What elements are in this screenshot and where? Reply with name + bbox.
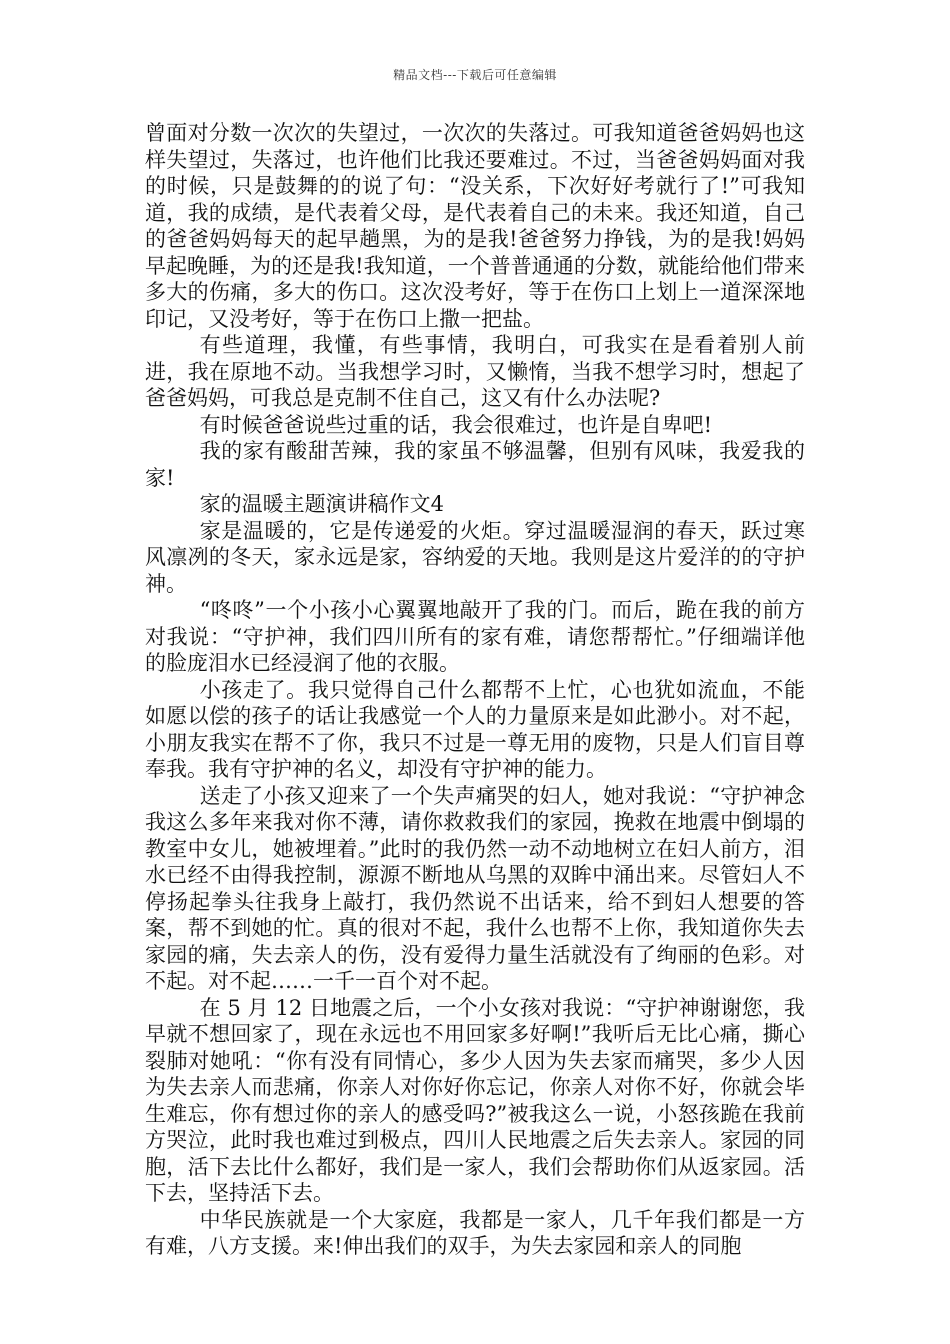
paragraph: 在 5 月 12 日地震之后，一个小女孩对我说：“守护神谢谢您，我早就不想回家了，现在永远也不用回家多好啊!”我听后无比心痛，撕心裂肺对她吼：“你有没有同情心，多少人因为失去家而痛哭，多少人因为失去亲人而悲痛，你亲人对你好你忘记，你亲人对你不好，你就会毕生难忘，你有想过你的亲人的感受吗?”被我这么一说，小怒孩跪在我前方哭泣，此时我也难过到极点，四川人民地震之后失去亲人。家园的同胞，活下去比什么都好，我们是一家人，我们会帮助你们从返家园。活下去，坚持活下去。 bbox=[145, 995, 805, 1205]
paragraph: 家是温暖的，它是传递爱的火炬。穿过温暖湿润的春天，跃过寒风凛冽的冬天，家永远是家，容纳爱的天地。我则是这片爱洋的的守护神。 bbox=[145, 518, 805, 596]
paragraph: 中华民族就是一个大家庭，我都是一家人，几千年我们都是一方有难，八方支援。来!伸出我们的双手，为失去家园和亲人的同胞 bbox=[145, 1207, 805, 1258]
document-body bbox=[145, 120, 805, 1260]
paragraph: 有些道理，我懂，有些事情，我明白，可我实在是看着别人前进，我在原地不动。当我想学习时，又懒惰，当我不想学习时，想起了爸爸妈妈，可我总是克制不住自己，这又有什么办法呢? bbox=[145, 333, 805, 410]
paragraph: 我的家有酸甜苦辣，我的家虽不够温馨，但别有风味，我爱我的家! bbox=[145, 439, 805, 490]
paragraph: 曾面对分数一次次的失望过，一次次的失落过。可我知道爸爸妈妈也这样失望过，失落过，也许他们比我还要难过。不过，当爸爸妈妈面对我的时候，只是鼓舞的的说了句：“没关系，下次好好考就行了!”可我知道，我的成绩，是代表着父母，是代表着自己的未来。我还知道，自己的爸爸妈妈每天的起早趟黑，为的是我!爸爸努力挣钱，为的是我!妈妈早起晚睡，为的还是我!我知道，一个普普通通的分数，就能给他们带来多大的伤痛，多大的伤口。这次没考好，等于在伤口上划上一道深深地印记，又没考好，等于在伤口上撒一把盐。 bbox=[145, 121, 805, 331]
paragraph: 有时候爸爸说些过重的话，我会很难过，也许是自卑吧! bbox=[199, 412, 713, 437]
paragraph: 送走了小孩又迎来了一个失声痛哭的妇人，她对我说：“守护神念我这么多年来我对你不薄，请你救救我们的家园，挽救在地震中倒塌的教室中女儿，她被埋着。”此时的我仍然一动不动地树立在妇人前方，泪水已经不由得我控制，源源不断地从乌黑的双眸中涌出来。尽管妇人不停扬起拳头往我身上敲打，我仍然说不出话来，给不到妇人想要的答案，帮不到她的忙。真的很对不起，我什么也帮不上你，我知道你失去家园的痛，失去亲人的伤，没有爱得力量生活就没有了绚丽的色彩。对不起。对不起……一千一百个对不起。 bbox=[145, 783, 805, 993]
paragraph: “咚咚”一个小孩小心翼翼地敲开了我的门。而后，跪在我的前方对我说：“守护神，我们四川所有的家有难，请您帮帮忙。”仔细端详他的脸庞泪水已经浸润了他的衣服。 bbox=[145, 598, 805, 675]
section-heading: 家的温暖主题演讲稿作文4 bbox=[199, 492, 444, 516]
page-header: 精品文档---下载后可任意编辑 bbox=[393, 68, 557, 82]
paragraph: 小孩走了。我只觉得自己什么都帮不上忙，心也犹如流血，不能如愿以偿的孩子的话让我感觉一个人的力量原来是如此渺小。对不起，小朋友我实在帮不了你，我只不过是一尊无用的废物，只是人们盲目尊奉我。我有守护神的名义，却没有守护神的能力。 bbox=[145, 677, 805, 781]
